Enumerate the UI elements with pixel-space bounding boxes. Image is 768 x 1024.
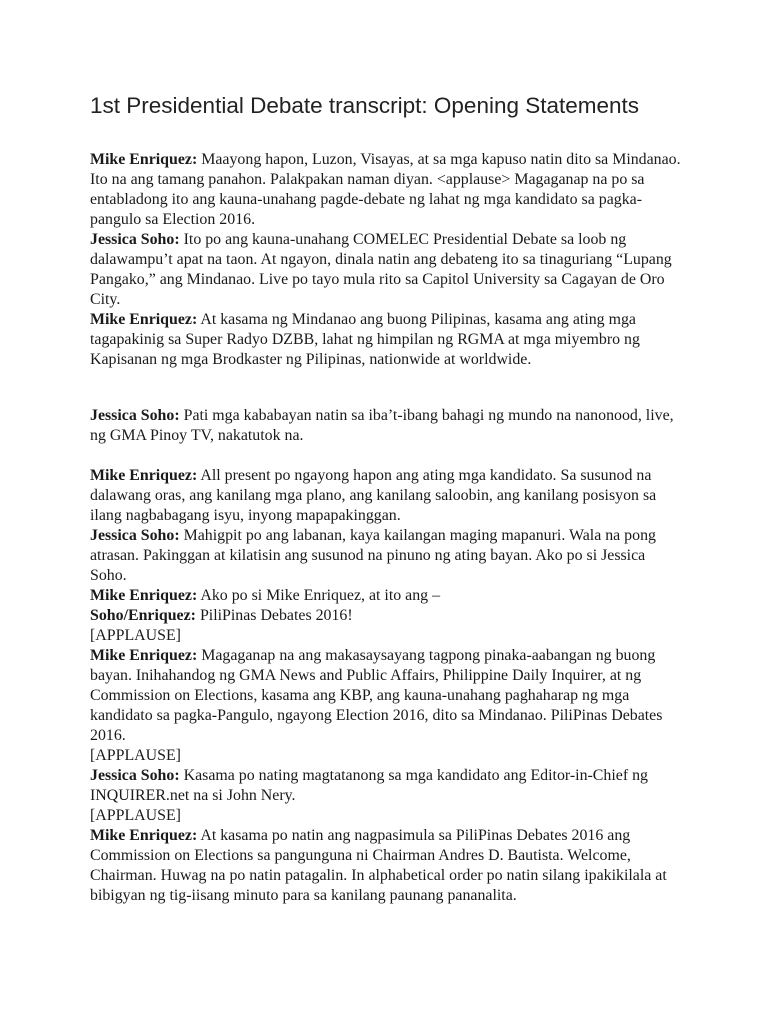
speech-text: All present po ngayong hapon ang ating mga kandidato. Sa susunod na dalawang oras, ang kanilang mga plano, ang kanilang saloobin, ang kanilang posisyon sa ilang nagbabagang isyu, inyong mapapakinggan.: [90, 467, 657, 524]
transcript-entry: [90, 646, 682, 746]
speaker-name: Mike Enriquez:: [90, 647, 198, 664]
speaker-name: Jessica Soho:: [90, 767, 180, 784]
paragraph-spacer: [90, 446, 682, 466]
applause-note: [APPLAUSE]: [90, 807, 181, 824]
speech-text: Mahigpit po ang labanan, kaya kailangan maging mapanuri. Wala na pong atrasan. Pakinggan at kilatisin ang susunod na pinuno ng ating bayan. Ako po si Jessica Soho.: [90, 527, 656, 584]
transcript-entry: [90, 406, 682, 446]
speaker-name: Jessica Soho:: [90, 407, 180, 424]
speech-text: Kasama po nating magtatanong sa mga kandidato ang Editor-in-Chief ng INQUIRER.net na si John Nery.: [90, 767, 648, 804]
speech-text: At kasama ng Mindanao ang buong Pilipinas, kasama ang ating mga tagapakinig sa Super Radyo DZBB, lahat ng himpilan ng RGMA at mga miyembro ng Kapisanan ng mga Brodkaster ng Pilipinas, nationwide at worldwide.: [90, 311, 640, 368]
transcript-entry: [90, 150, 682, 230]
applause-note: [APPLAUSE]: [90, 747, 181, 764]
speaker-name: Mike Enriquez:: [90, 467, 198, 484]
speech-text: Ako po si Mike Enriquez, at ito ang –: [200, 587, 441, 604]
transcript-entry: [90, 526, 682, 586]
paragraph-spacer: [90, 370, 682, 406]
transcript-entry: [90, 766, 682, 806]
transcript-entry: [90, 826, 682, 906]
speaker-name: Mike Enriquez:: [90, 151, 198, 168]
speaker-name: Jessica Soho:: [90, 231, 180, 248]
speech-text: Ito po ang kauna-unahang COMELEC Presidential Debate sa loob ng dalawampu’t apat na taon. At ngayon, dinala natin ang debateng ito sa tinaguriang “Lupang Pangako,” ang Mindanao. Live po tayo mula rito sa Capitol University sa Cagayan de Oro City.: [90, 231, 672, 308]
speech-text: Magaganap na ang makasaysayang tagpong pinaka-aabangan ng buong bayan. Inihahandog ng GMA News and Public Affairs, Philippine Daily Inquirer, at ng Commission on Elections, kasama ang KBP, ang kauna-unahang paghaharap ng mga kandidato sa pagka-Pangulo, ngayong Election 2016, dito sa Mindanao. PiliPinas Debates 2016.: [90, 647, 663, 744]
speech-text: Maayong hapon, Luzon, Visayas, at sa mga kapuso natin dito sa Mindanao. Ito na ang tamang panahon. Palakpakan naman diyan. <applause> Magaganap na po sa entabladong ito ang kauna-unahang pagde-debate ng lahat ng mga kandidato sa pagka-pangulo sa Election 2016.: [90, 151, 681, 228]
speech-text: PiliPinas Debates 2016!: [199, 607, 353, 624]
transcript-entry: [90, 466, 682, 526]
transcript-body: [90, 150, 682, 906]
transcript-entry: [90, 606, 682, 626]
speaker-name: Mike Enriquez:: [90, 311, 198, 328]
speech-text: Pati mga kababayan natin sa iba’t-ibang bahagi ng mundo na nanonood, live, ng GMA Pinoy TV, nakatutok na.: [90, 407, 674, 444]
speaker-name: Mike Enriquez:: [90, 827, 198, 844]
applause-note: [APPLAUSE]: [90, 627, 181, 644]
speaker-name: Jessica Soho:: [90, 527, 180, 544]
transcript-entry: [90, 230, 682, 310]
speaker-name: Soho/Enriquez:: [90, 607, 196, 624]
transcript-entry: [90, 586, 682, 606]
page-title: 1st Presidential Debate transcript: Opening Statements: [90, 93, 640, 118]
speaker-name: Mike Enriquez:: [90, 587, 198, 604]
transcript-entry: [90, 310, 682, 370]
speech-text: At kasama po natin ang nagpasimula sa PiliPinas Debates 2016 ang Commission on Elections sa pangunguna ni Chairman Andres D. Bautista. Welcome, Chairman. Huwag na po natin patagalin. In alphabetical order po natin silang ipakikilala at bibigyan ng tig-iisang minuto para sa kanilang paunang pananalita.: [90, 827, 667, 904]
